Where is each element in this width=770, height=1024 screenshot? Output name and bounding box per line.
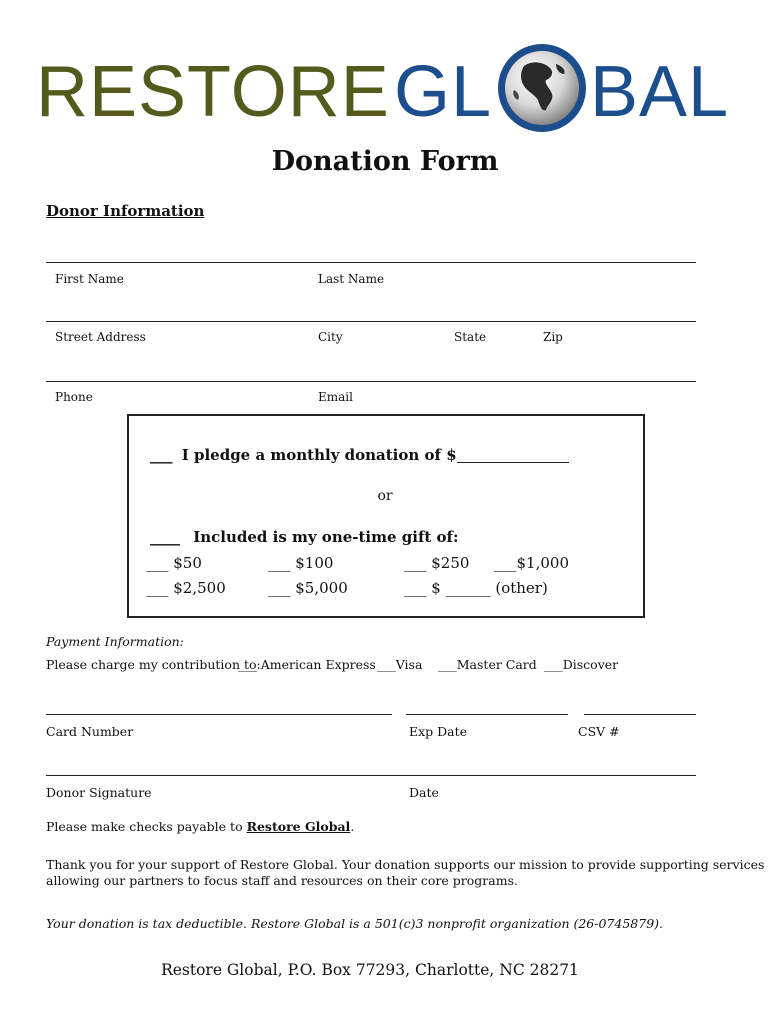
contact-line bbox=[46, 381, 696, 382]
amount-250[interactable]: ___ $250 bbox=[404, 554, 470, 572]
card-mastercard[interactable]: ___Master Card bbox=[438, 657, 537, 672]
city-label: City bbox=[318, 330, 343, 344]
signature-label: Donor Signature bbox=[46, 785, 152, 800]
checks-suffix: . bbox=[350, 819, 355, 834]
amount-other[interactable]: ___ $ ______ (other) bbox=[404, 579, 548, 597]
address-line bbox=[46, 321, 696, 322]
exp-date-label: Exp Date bbox=[409, 724, 468, 739]
monthly-pledge-text: I pledge a monthly donation of $ bbox=[181, 446, 457, 464]
amount-5000[interactable]: ___ $5,000 bbox=[268, 579, 348, 597]
card-number-label: Card Number bbox=[46, 724, 134, 739]
card-visa[interactable]: ___Visa bbox=[377, 657, 423, 672]
csv-label: CSV # bbox=[578, 724, 620, 739]
street-label: Street Address bbox=[55, 330, 146, 344]
card-discover[interactable]: ___Discover bbox=[544, 657, 619, 672]
onetime-checkbox-blank[interactable]: ____ bbox=[150, 528, 180, 546]
state-label: State bbox=[454, 330, 487, 344]
or-text: or bbox=[377, 488, 393, 504]
checks-payee: Restore Global bbox=[246, 819, 351, 834]
card-amex[interactable]: ___ American Express bbox=[238, 657, 376, 672]
thanks-line-2: allowing our partners to focus staff and resources on their core programs. bbox=[46, 873, 518, 888]
exp-date-line bbox=[406, 714, 568, 715]
donor-info-heading: Donor Information bbox=[46, 202, 205, 220]
checks-payable-line bbox=[46, 819, 354, 834]
payment-heading: Payment Information: bbox=[46, 634, 184, 649]
amount-100[interactable]: ___ $100 bbox=[268, 554, 334, 572]
onetime-gift-line bbox=[150, 528, 459, 546]
page-title: Donation Form bbox=[271, 146, 499, 177]
mailing-address: Restore Global, P.O. Box 77293, Charlotte, NC 28271 bbox=[161, 961, 579, 979]
first-name-label: First Name bbox=[55, 272, 124, 286]
charge-prompt: Please charge my contribution to: bbox=[46, 657, 261, 672]
monthly-amount-field[interactable] bbox=[457, 447, 569, 463]
logo-gl: GL bbox=[394, 52, 493, 132]
phone-label: Phone bbox=[55, 390, 93, 404]
amount-50[interactable]: ___ $50 bbox=[146, 554, 202, 572]
checks-prefix: Please make checks payable to bbox=[46, 819, 247, 834]
amount-1000[interactable]: ___$1,000 bbox=[494, 554, 569, 572]
globe-icon bbox=[494, 40, 590, 136]
signature-line bbox=[46, 775, 696, 776]
date-label: Date bbox=[409, 785, 439, 800]
thanks-line-1: Thank you for your support of Restore Global. Your donation supports our mission to provide supporting services bbox=[46, 857, 765, 872]
csv-line bbox=[584, 714, 696, 715]
logo-restore: RESTORE bbox=[36, 52, 390, 132]
onetime-gift-text: Included is my one-time gift of: bbox=[193, 528, 459, 546]
zip-label: Zip bbox=[543, 330, 563, 344]
name-line bbox=[46, 262, 696, 263]
monthly-pledge-line bbox=[150, 446, 569, 464]
tax-note: Your donation is tax deductible. Restore Global is a 501(c)3 nonprofit organization (26-0745879). bbox=[46, 916, 663, 931]
email-label: Email bbox=[318, 390, 353, 404]
logo-bal: BAL bbox=[590, 52, 730, 132]
card-number-line bbox=[46, 714, 392, 715]
monthly-checkbox-blank[interactable]: ___ bbox=[150, 446, 173, 464]
amount-2500[interactable]: ___ $2,500 bbox=[146, 579, 226, 597]
last-name-label: Last Name bbox=[318, 272, 385, 286]
